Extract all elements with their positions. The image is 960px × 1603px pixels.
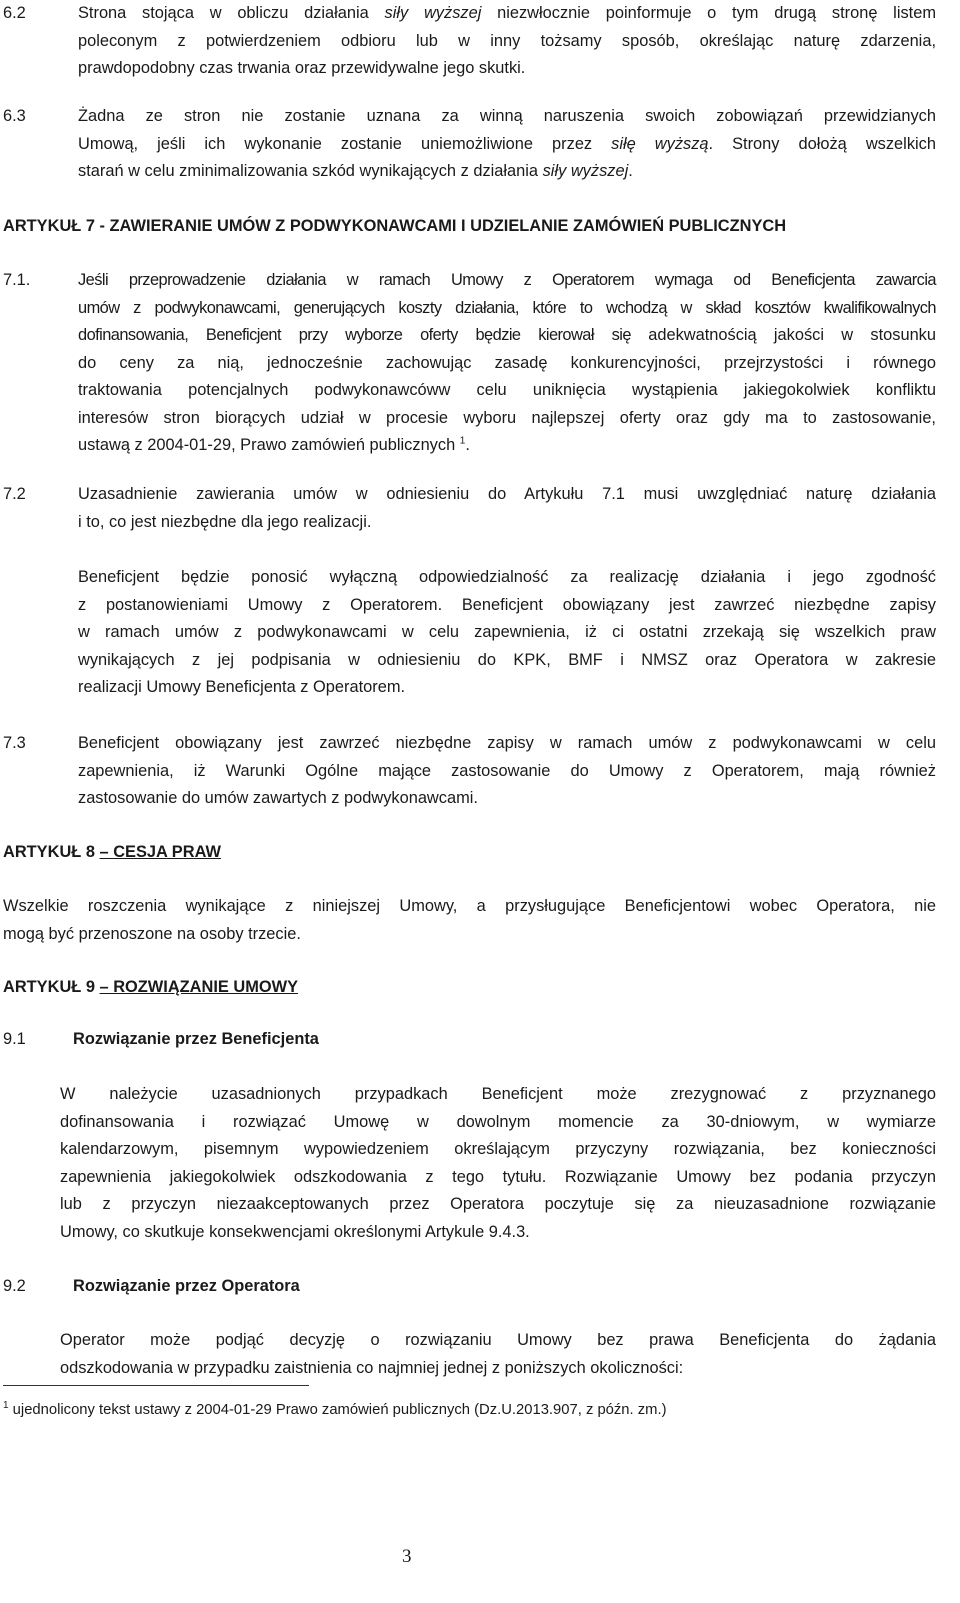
footnote-separator xyxy=(3,1385,309,1386)
footnote-mark: 1 xyxy=(3,1400,9,1412)
text-line: Umowy, co skutkuje konsekwencjami określonymi Artykule 9.4.3. xyxy=(60,1222,530,1241)
clause-7-1-text xyxy=(78,267,936,460)
text-line: dofinansowania, Beneficjent przy wyborze oferty będzie kierował się adekwatnością jakości w stosunku xyxy=(78,326,936,344)
text-line: Jeśli przeprowadzenie działania w ramach Umowy z Operatorem wymaga od Beneficjenta zawarcia xyxy=(78,271,936,289)
page-number: 3 xyxy=(402,1546,412,1567)
text-line: ustawą z 2004-01-29, Prawo zamówień publicznych $^1$. xyxy=(78,435,470,454)
article-8-text xyxy=(3,893,936,948)
text-line: Operator może podjąć decyzję o rozwiązaniu Umowy bez prawa Beneficjenta do żądania xyxy=(60,1331,936,1349)
footnote: $^1$ ujednolicony tekst ustawy z 2004-01-29 Prawo zamówień publicznych (Dz.U.2013.907, z późn. zm.) xyxy=(3,1400,667,1418)
clause-number: 6.2 xyxy=(3,4,26,22)
clause-number: 7.3 xyxy=(3,734,26,752)
article-8-heading: ARTYKUŁ 8 – CESJA PRAW xyxy=(3,843,221,861)
text-line: zapewnienia, iż Warunki Ogólne mające zastosowanie do Umowy z Operatorem, mają również xyxy=(78,761,936,780)
clause-9-1-title: Rozwiązanie przez Beneficjenta xyxy=(73,1030,319,1048)
text-line: Beneficjent będzie ponosić wyłączną odpowiedzialność za realizację działania i jego zgodność xyxy=(78,568,936,586)
text-line: W należycie uzasadnionych przypadkach Beneficjent może zrezygnować z przyznanego xyxy=(60,1085,936,1103)
text-line: prawdopodobny czas trwania oraz przewidywalne jego skutki. xyxy=(78,59,526,77)
text-line: Umową, jeśli ich wykonanie zostanie uniemożliwione przez siłę wyższą. Strony dołożą wszelkich xyxy=(78,134,936,153)
text-line: starań w celu zminimalizowania szkód wynikających z działania siły wyższej. xyxy=(78,162,633,180)
text-line: umów z podwykonawcami, generujących koszty działania, które to wchodzą w skład kosztów kwalifikowalnych xyxy=(78,298,936,317)
text-line: odszkodowania w przypadku zaistnienia co najmniej jednej z poniższych okoliczności: xyxy=(60,1358,684,1377)
text-line: Strona stojąca w obliczu działania siły wyższej niezwłocznie poinformuje o tym drugą stronę listem xyxy=(78,4,936,22)
article-7-heading: ARTYKUŁ 7 - ZAWIERANIE UMÓW Z PODWYKONAWCAMI I UDZIELANIE ZAMÓWIEŃ PUBLICZNYCH xyxy=(3,217,787,235)
text-line: traktowania potencjalnych podwykonawcóww celu uniknięcia wystąpienia jakiegokolwiek konfliktu xyxy=(78,381,936,399)
text-line: Uzasadnienie zawierania umów w odniesieniu do Artykułu 7.1 musi uwzględniać naturę działania xyxy=(78,485,936,503)
footnote-reference: 1 xyxy=(459,435,466,447)
text-line: realizacji Umowy Beneficjenta z Operatorem. xyxy=(78,678,406,696)
clause-9-2-text xyxy=(60,1327,936,1382)
text-line: w ramach umów z podwykonawcami w celu zapewnienia, iż ci ostatni zrzekają się wszelkich praw xyxy=(78,623,936,641)
clause-6-2-text xyxy=(78,0,936,83)
text-line: lub z przyczyn niezaakceptowanych przez Operatora poczytuje się za nieuzasadnione rozwiązanie xyxy=(60,1195,936,1213)
text-line: interesów stron biorących udział w procesie wyboru najlepszej oferty oraz gdy ma to zastosowanie, xyxy=(78,408,936,427)
clause-number: 7.1. xyxy=(3,271,31,289)
text-line: z postanowieniami Umowy z Operatorem. Beneficjent obowiązany jest zawrzeć niezbędne zapisy xyxy=(78,595,936,614)
clause-6-3-text xyxy=(78,103,936,186)
clause-number: 9.2 xyxy=(3,1277,26,1295)
clause-7-3-text xyxy=(78,730,936,813)
text-line: Wszelkie roszczenia wynikające z niniejszej Umowy, a przysługujące Beneficjentowi wobec Operatora, nie xyxy=(3,897,936,915)
text-line: zastosowanie do umów zawartych z podwykonawcami. xyxy=(78,789,478,807)
text-line: wynikających z jej podpisania w odniesieniu do KPK, BMF i NMSZ oraz Operatora w zakresie xyxy=(78,650,936,669)
clause-number: 9.1 xyxy=(3,1030,26,1048)
text-line: poleconym z potwierdzeniem odbioru lub w inny tożsamy sposób, określając naturę zdarzenia, xyxy=(78,31,936,50)
text-line: do ceny za nią, jednocześnie zachowując zasadę konkurencyjności, przejrzystości i równego xyxy=(78,353,936,372)
clause-9-1-text xyxy=(60,1081,936,1246)
clause-number: 7.2 xyxy=(3,485,26,503)
text-line: Żadna ze stron nie zostanie uznana za winną naruszenia swoich zobowiązań przewidzianych xyxy=(78,107,936,125)
clause-7-2-paragraph-2 xyxy=(78,564,936,702)
text-line: zapewnienia jakiegokolwiek odszkodowania z tego tytułu. Rozwiązanie Umowy bez podania przyczyn xyxy=(60,1167,936,1186)
clause-7-2-text xyxy=(78,481,936,536)
clause-number: 6.3 xyxy=(3,107,26,125)
clause-9-2-title: Rozwiązanie przez Operatora xyxy=(73,1277,300,1295)
text-line: kalendarzowym, pisemnym wypowiedzeniem określającym przyczyny rozwiązania, bez konieczności xyxy=(60,1140,936,1158)
article-9-heading: ARTYKUŁ 9 – ROZWIĄZANIE UMOWY xyxy=(3,978,299,996)
text-line: mogą być przenoszone na osoby trzecie. xyxy=(3,924,301,943)
text-line: i to, co jest niezbędne dla jego realizacji. xyxy=(78,512,372,531)
text-line: Beneficjent obowiązany jest zawrzeć niezbędne zapisy w ramach umów z podwykonawcami w celu xyxy=(78,734,936,752)
text-line: dofinansowania i rozwiązać Umowę w dowolnym momencie za 30-dniowym, w wymiarze xyxy=(60,1112,936,1131)
